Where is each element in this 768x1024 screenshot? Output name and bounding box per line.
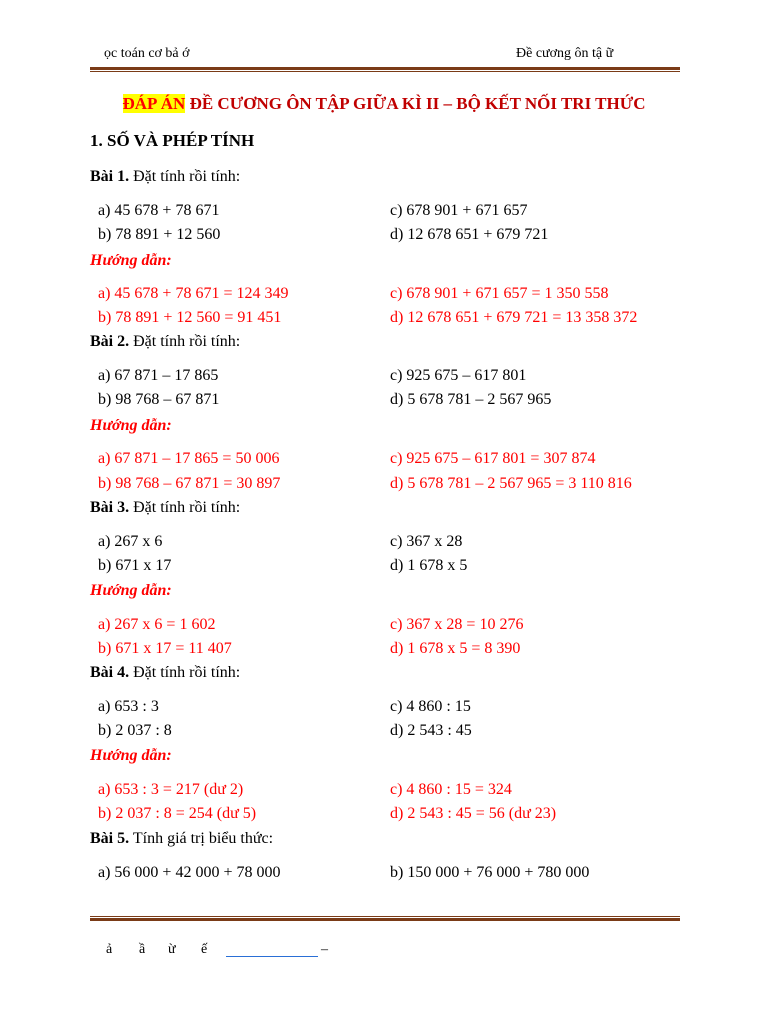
section-heading: 1. SỐ VÀ PHÉP TÍNH — [90, 131, 255, 150]
exercise-instruction: Tính giá trị biểu thức: — [132, 830, 274, 847]
exercise-label: Bài 5. — [90, 830, 130, 847]
problem: b) 2 037 : 8 — [98, 722, 172, 739]
footer-char: ừ — [168, 942, 176, 957]
footer-char: ầ — [139, 942, 146, 957]
guide-heading: Hướng dẫn: — [90, 417, 172, 434]
answer: c) 925 675 – 617 801 = 307 874 — [390, 450, 596, 467]
problem: b) 150 000 + 76 000 + 780 000 — [390, 864, 590, 881]
footer-char: ả — [106, 942, 113, 957]
problem: a) 56 000 + 42 000 + 78 000 — [98, 864, 281, 881]
exercise-2-heading — [90, 333, 240, 351]
answer: d) 5 678 781 – 2 567 965 = 3 110 816 — [390, 475, 632, 492]
answer: c) 678 901 + 671 657 = 1 350 558 — [390, 285, 609, 302]
title-rest: ĐỀ CƯƠNG ÔN TẬP GIỮA KÌ II – BỘ KẾT NỐI TRI THỨC — [185, 94, 646, 113]
answer: d) 1 678 x 5 = 8 390 — [390, 640, 521, 657]
problem: a) 653 : 3 — [98, 698, 159, 715]
exercise-4-heading — [90, 664, 240, 682]
answer: c) 4 860 : 15 = 324 — [390, 781, 512, 798]
problem: c) 678 901 + 671 657 — [390, 202, 528, 219]
exercise-instruction: Đặt tính rồi tính: — [133, 333, 241, 350]
problem: c) 4 860 : 15 — [390, 698, 471, 715]
footer-rule — [90, 916, 680, 921]
footer-link[interactable] — [226, 956, 318, 957]
exercise-5-heading — [90, 830, 273, 848]
guide-heading: Hướng dẫn: — [90, 252, 172, 269]
footer-char: ế — [201, 942, 208, 957]
exercise-label: Bài 3. — [90, 499, 130, 516]
problem: a) 267 x 6 — [98, 533, 163, 550]
problem: b) 78 891 + 12 560 — [98, 226, 221, 243]
guide-heading: Hướng dẫn: — [90, 747, 172, 764]
problem: d) 12 678 651 + 679 721 — [390, 226, 549, 243]
answer: b) 671 x 17 = 11 407 — [98, 640, 232, 657]
exercise-instruction: Đặt tính rồi tính: — [133, 168, 241, 185]
problem: d) 1 678 x 5 — [390, 557, 468, 574]
answer: b) 78 891 + 12 560 = 91 451 — [98, 309, 282, 326]
header-right-text: Đề cương ôn tậ ữ — [516, 46, 614, 61]
exercise-3-heading — [90, 499, 240, 517]
answer: a) 45 678 + 78 671 = 124 349 — [98, 285, 289, 302]
problem: c) 367 x 28 — [390, 533, 463, 550]
problem: a) 67 871 – 17 865 — [98, 367, 219, 384]
title-highlight: ĐÁP ÁN — [122, 94, 186, 113]
answer: c) 367 x 28 = 10 276 — [390, 616, 524, 633]
answer: b) 2 037 : 8 = 254 (dư 5) — [98, 805, 257, 822]
answer: a) 67 871 – 17 865 = 50 006 — [98, 450, 280, 467]
answer: a) 653 : 3 = 217 (dư 2) — [98, 781, 244, 798]
answer: d) 2 543 : 45 = 56 (dư 23) — [390, 805, 557, 822]
header-rule — [90, 67, 680, 72]
answer: d) 12 678 651 + 679 721 = 13 358 372 — [390, 309, 638, 326]
exercise-instruction: Đặt tính rồi tính: — [133, 499, 241, 516]
header-left-text: ọc toán cơ bả ớ — [104, 46, 190, 61]
exercise-1-heading — [90, 168, 240, 186]
problem: b) 98 768 – 67 871 — [98, 391, 220, 408]
problem: b) 671 x 17 — [98, 557, 172, 574]
page-title — [0, 94, 768, 114]
problem: d) 5 678 781 – 2 567 965 — [390, 391, 552, 408]
footer-dash: – — [321, 942, 328, 957]
problem: d) 2 543 : 45 — [390, 722, 472, 739]
exercise-instruction: Đặt tính rồi tính: — [133, 664, 241, 681]
answer: a) 267 x 6 = 1 602 — [98, 616, 216, 633]
guide-heading: Hướng dẫn: — [90, 582, 172, 599]
exercise-label: Bài 1. — [90, 168, 130, 185]
problem: a) 45 678 + 78 671 — [98, 202, 220, 219]
exercise-label: Bài 2. — [90, 333, 130, 350]
exercise-label: Bài 4. — [90, 664, 130, 681]
problem: c) 925 675 – 617 801 — [390, 367, 527, 384]
answer: b) 98 768 – 67 871 = 30 897 — [98, 475, 281, 492]
